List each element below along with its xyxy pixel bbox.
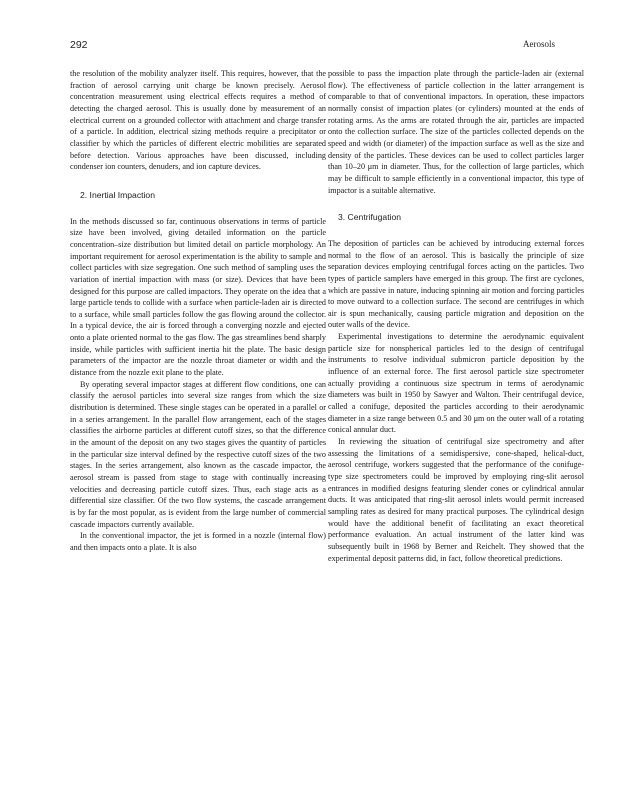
paragraph: The deposition of particles can be achieved by introducing external forces normal to the flow of an aerosol. This is basically the principle of size separation devices employing centrifugal forces acting on the particles. Two types of particle samplers have emerged in this group. The first are cyclones, which are passive in nature, inducing spinning air motion and forcing particles to move outward to a collection surface. The second are centrifuges in which air is spun mechanically, causing particle migration and deposition on the outer walls of the device.: [328, 238, 584, 330]
paragraph: By operating several impactor stages at different flow conditions, one can classify the aerosol particles into several size ranges from which the size distribution is determined. These single stages can be operated in a parallel or in a series arrangement. In the parallel flow arrangement, each of the stages classifies the airborne particles at different cutoff sizes, so that the difference in the amount of the deposit on any two stages gives the quantity of particles in the particular size interval defined by the respective cutoff sizes of the two stages. In the series arrangement, also known as the cascade impactor, the aerosol stream is passed from stage to stage with continually increasing velocities and decreasing particle cutoff sizes. Thus, each stage acts as a differential size classifier. Of the two flow systems, the cascade arrangement is by far the most popular, as is evident from the large number of commercial cascade impactors currently available.: [70, 379, 326, 529]
paragraph: the resolution of the mobility analyzer itself. This requires, however, that the fraction of aerosol carrying unit charge be known precisely. Aerosol concentration measurement using electrical effects requires a method of detecting the charged aerosol. This is usually done by measurement of an electrical current on a grounded collector with attachment and charge transfer of a particle. In addition, electrical sizing methods require a precipitator or classifier by which the particles of different electric mobilities are separated before detection. Various approaches have been discussed, including condenser ion counters, denuders, and ion capture devices.: [70, 69, 326, 172]
section-heading: 3. Centrifugation: [338, 212, 402, 223]
paragraph: In reviewing the situation of centrifugal size spectrometry and after assessing the limitations of a semidispersive, cone-shaped, helical-duct, aerosol centrifuge, workers suggested that the performance of the conifuge-type size spectrometers could be improved by employing ring-slit aerosol entrances in modified designs featuring slender cones or cylindrical annular ducts. It was anticipated that ring-slit aerosol inlets would permit increased sampling rates as desired for many practical purposes. The cylindrical design would have the additional benefit of facilitating an exact theoretical performance evaluation. An actual instrument of the latter kind was subsequently built in 1968 by Berner and Reichelt. They showed that the experimental deposit patterns did, in fact, follow theoretical predictions.: [328, 437, 584, 563]
page-number: 292: [70, 39, 88, 51]
paragraph: Experimental investigations to determine the aerodynamic equivalent particle size for nonspherical particles led to the design of centrifugal instruments to resolve individual submicron particle deposition by the influence of an external force. The first aerosol particle size spectrometer actually providing a continuous size spectrum in terms of aerodynamic diameters was built in 1950 by Sawyer and Walton. Their centrifugal device, called a conifuge, deposited the particles according to their aerodynamic diameter in a size range between 0.5 and 30 μm on the outer wall of a rotating conical annular duct.: [328, 332, 584, 435]
paragraph: In the conventional impactor, the jet is formed in a nozzle (internal flow) and then impacts onto a plate. It is also: [70, 531, 326, 552]
right-column: [328, 68, 584, 564]
left-column: [70, 68, 326, 554]
paragraph: possible to pass the impaction plate through the particle-laden air (external flow). The effectiveness of particle collection in the latter arrangement is comparable to that of conventional impactors. In operation, these impactors normally consist of impaction plates (or cylinders) mounted at the ends of rotating arms. As the arms are rotated through the air, particles are impacted onto the collection surface. The size of the particles collected depends on the speed and width (or diameter) of the impaction surface as well as the size and density of the particles. These devices can be used to collect particles larger than 10–20 μm in diameter. Thus, for the collection of large particles, which may be difficult to sample efficiently in a conventional impactor, this type of impactor is a suitable alternative.: [328, 69, 584, 195]
paragraph: In the methods discussed so far, continuous observations in terms of particle size have been involved, giving detailed information on the particle concentration–size distribution but limited detail on particle morphology. An important requirement for aerosol experimentation is the ability to sample and collect particles with size segregation. One such method of sampling uses the variation of inertial impaction with mass (or size). Devices that have been designed for this purpose are called impactors. They operate on the idea that a large particle tends to collide with a surface when particle-laden air is directed to a surface, while small particles follow the gas flowing around the collector. In a typical device, the air is forced through a converging nozzle and ejected onto a plate oriented normal to the gas flow. The gas streamlines bend sharply inside, while particles with sufficient inertia hit the plate. The basic design parameters of the impactor are the nozzle throat diameter or width and the distance from the nozzle exit plane to the plate.: [70, 216, 326, 378]
section-heading: 2. Inertial Impaction: [80, 189, 155, 200]
running-title: Aerosols: [523, 39, 555, 49]
